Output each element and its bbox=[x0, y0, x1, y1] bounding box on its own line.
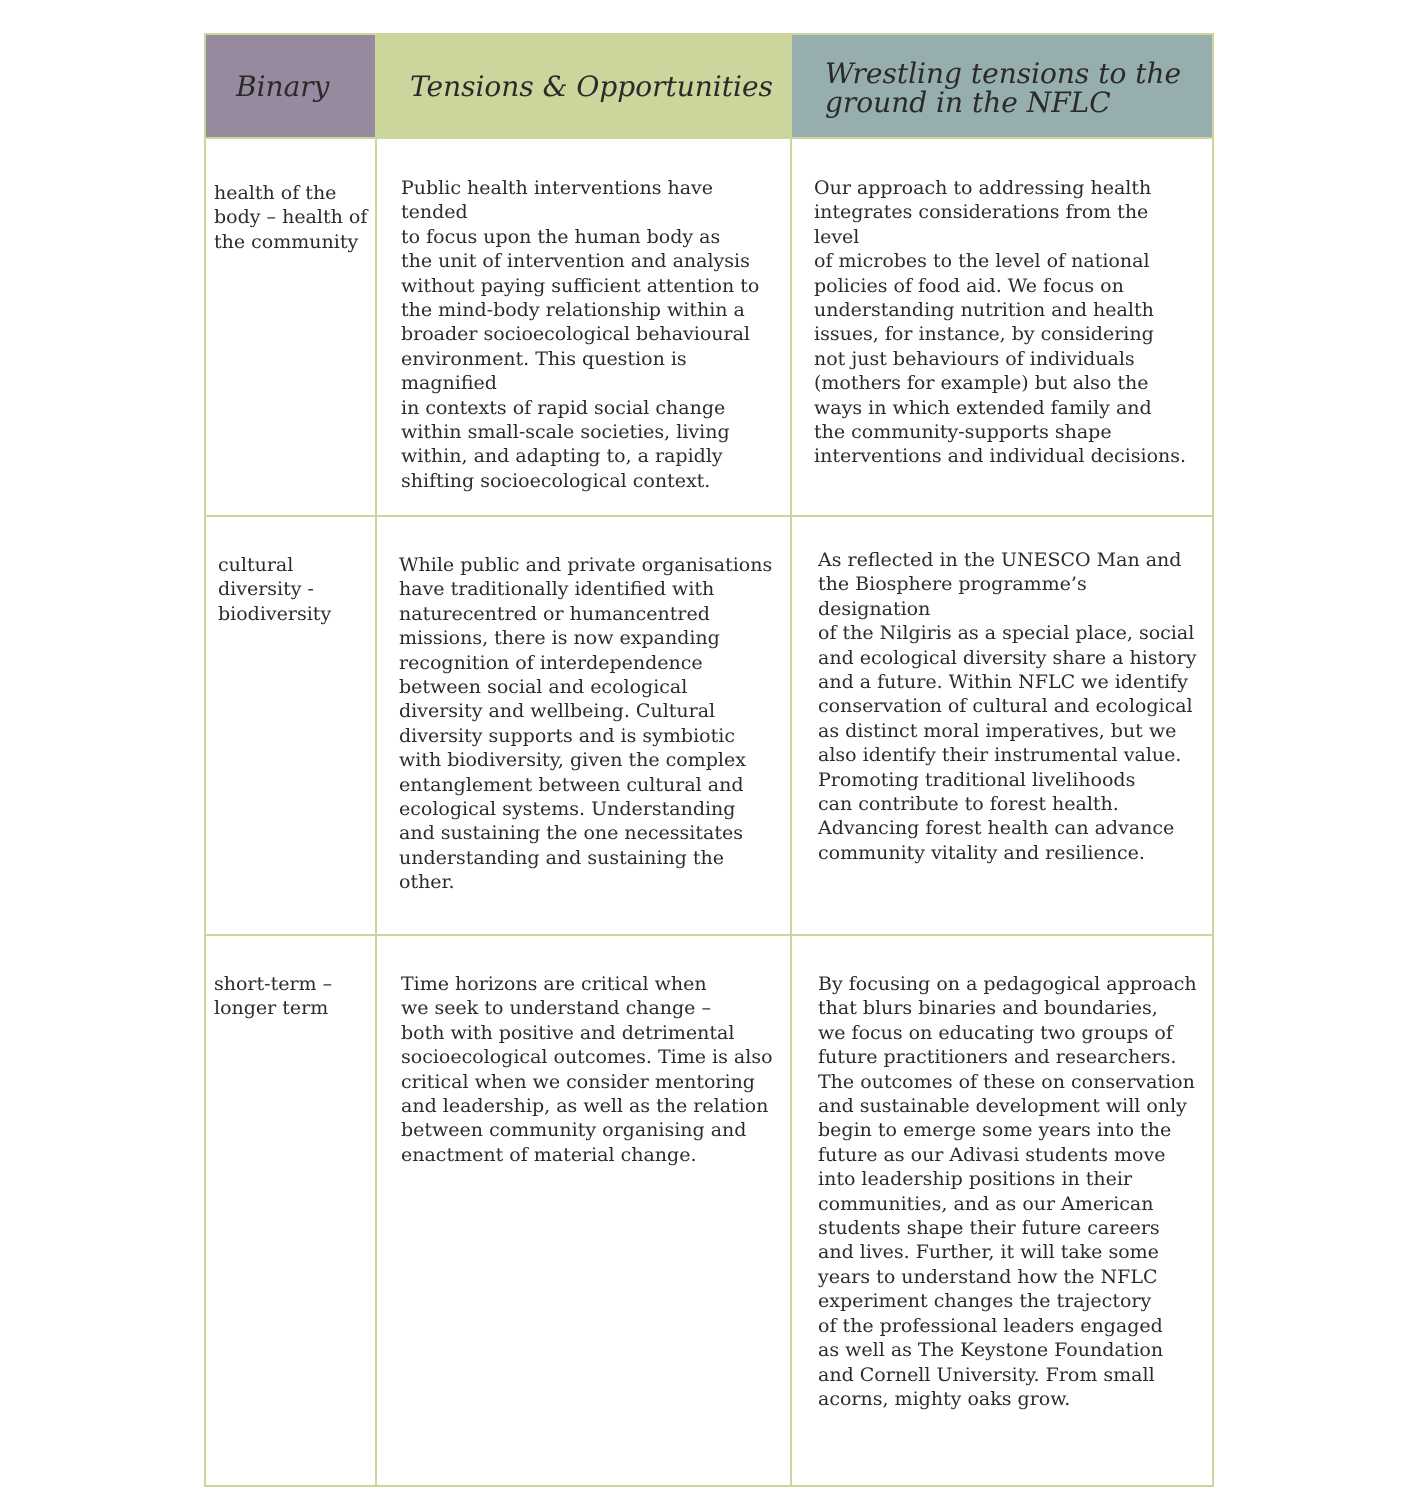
binaries-table-container bbox=[204, 33, 1212, 1487]
wrestling-cell: As reflected in the UNESCO Man and the Biosphere programme’s designation of the Nilgiris as a special place, social and ecological diversity share a history and a future. Within NFLC we identify conservation of cultural and ecological as distinct moral imperatives, but we also identify their instrumental value. Promoting traditional livelihoods can contribute to forest health. Advancing forest health can advance community vitality and resilience. bbox=[791, 516, 1213, 935]
tensions-cell: Public health interventions have tended to focus upon the human body as the unit of intervention and analysis without paying sufficient attention to the mind-body relationship within a broader socioecological behavioural environment. This question is magnified in contexts of rapid social change within small-scale societies, living within, and adapting to, a rapidly shifting socioecological context. bbox=[376, 138, 791, 516]
tensions-cell: While public and private organisations have traditionally identified with naturecentred or humancentred missions, there is now expanding recognition of interdependence between social and ecological diversity and wellbeing. Cultural diversity supports and is symbiotic with biodiversity, given the complex entanglement between cultural and ecological systems. Understanding and sustaining the one necessitates understanding and sustaining the other. bbox=[376, 516, 791, 935]
wrestling-cell: By focusing on a pedagogical approach that blurs binaries and boundaries, we focus on educating two groups of future practitioners and researchers. The outcomes of these on conservation and sustainable development will only begin to emerge some years into the future as our Adivasi students move into leadership positions in their communities, and as our American students shape their future careers and lives. Further, it will take some years to understand how the NFLC experiment changes the trajectory of the professional leaders engaged as well as The Keystone Foundation and Cornell University. From small acorns, mighty oaks grow. bbox=[791, 935, 1213, 1486]
header-tensions-opportunities: Tensions & Opportunities bbox=[376, 34, 791, 138]
table-row bbox=[205, 935, 1213, 1486]
header-row bbox=[205, 34, 1213, 138]
tensions-cell: Time horizons are critical when we seek to understand change – both with positive and detrimental socioecological outcomes. Time is also critical when we consider mentoring and leadership, as well as the relation between community organising and enactment of material change. bbox=[376, 935, 791, 1486]
binary-cell: cultural diversity - biodiversity bbox=[205, 516, 376, 935]
table-row bbox=[205, 138, 1213, 516]
header-wrestling-tensions: Wrestling tensions to the ground in the NFLC bbox=[791, 34, 1213, 138]
wrestling-cell: Our approach to addressing health integrates considerations from the level of microbes to the level of national policies of food aid. We focus on understanding nutrition and health issues, for instance, by considering not just behaviours of individuals (mothers for example) but also the ways in which extended family and the community-supports shape interventions and individual decisions. bbox=[791, 138, 1213, 516]
table-row bbox=[205, 516, 1213, 935]
header-binary: Binary bbox=[205, 34, 376, 138]
binary-cell: short-term – longer term bbox=[205, 935, 376, 1486]
binaries-table bbox=[204, 33, 1214, 1487]
binary-cell: health of the body – health of the community bbox=[205, 138, 376, 516]
